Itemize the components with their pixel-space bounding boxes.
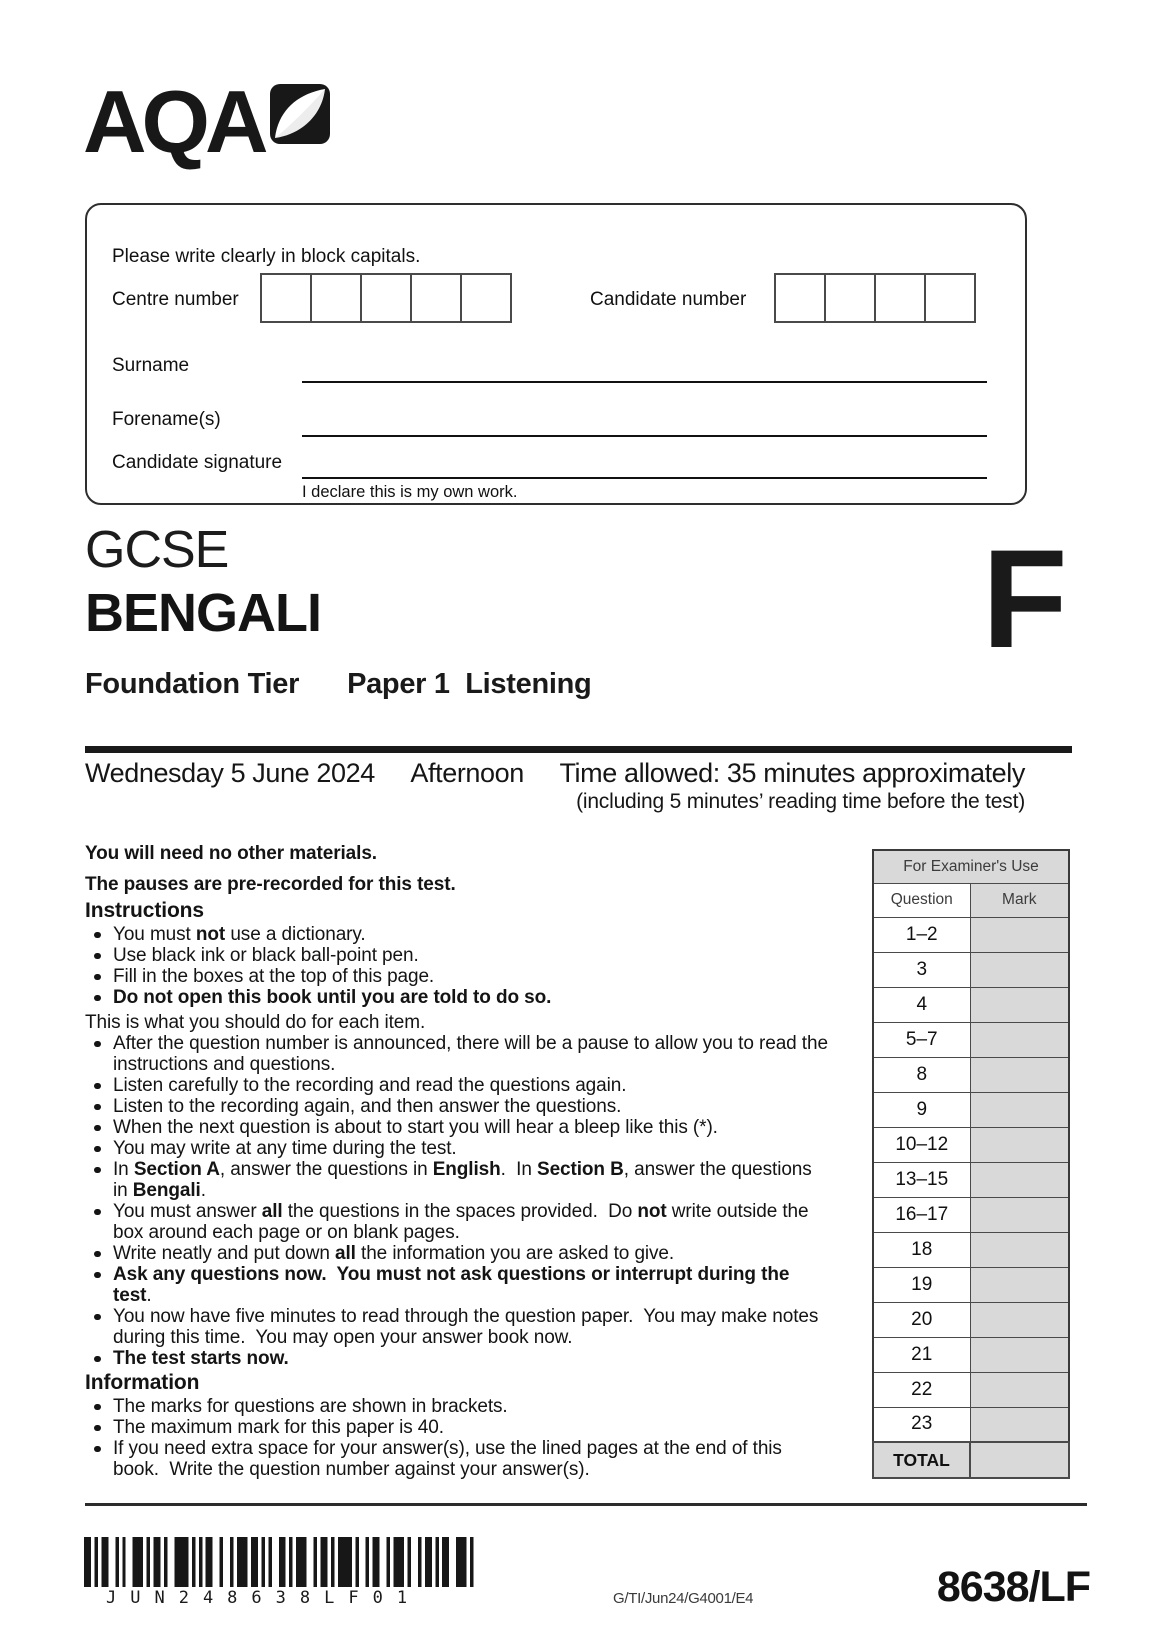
mark-cell[interactable]	[970, 1057, 1069, 1092]
bullet-item: Write neatly and put down all the information you are asked to give.	[85, 1243, 830, 1264]
question-number-cell: 16–17	[873, 1197, 970, 1232]
digit-box[interactable]	[310, 273, 362, 323]
bullet-item: The test starts now.	[85, 1348, 830, 1369]
examiner-row	[873, 1127, 1069, 1162]
bullet-item: You must answer all the questions in the spaces provided. Do not write outside the box around each page or on blank pages.	[85, 1201, 830, 1243]
bullet-item: The maximum mark for this paper is 40.	[85, 1417, 830, 1438]
question-column-header: Question	[873, 883, 970, 917]
digit-box[interactable]	[924, 273, 976, 323]
centre-number-input[interactable]	[260, 273, 512, 323]
examiner-row	[873, 1407, 1069, 1442]
bullet-item: Listen carefully to the recording and read the questions again.	[85, 1075, 830, 1096]
bullet-item: You now have five minutes to read through the question paper. You may make notes during this time. You may open your answer book now.	[85, 1306, 830, 1348]
examiner-row	[873, 1057, 1069, 1092]
examiner-row	[873, 917, 1069, 952]
title-divider-bar	[85, 746, 1072, 753]
digit-box[interactable]	[460, 273, 512, 323]
barcode-text: JUN248638LF01	[106, 1588, 422, 1608]
reading-time-note: (including 5 minutes’ reading time before the test)	[576, 790, 1025, 813]
surname-label: Surname	[112, 355, 190, 376]
tier-paper-line	[85, 668, 591, 701]
digit-box[interactable]	[774, 273, 826, 323]
digit-box[interactable]	[824, 273, 876, 323]
mark-cell[interactable]	[970, 1127, 1069, 1162]
time-allowed: Time allowed: 35 minutes approximately	[559, 758, 1025, 788]
footer-divider-line	[85, 1503, 1087, 1506]
mark-cell[interactable]	[970, 1162, 1069, 1197]
bullet-item: Listen to the recording again, and then answer the questions.	[85, 1096, 830, 1117]
mark-cell[interactable]	[970, 1092, 1069, 1127]
candidate-details-box	[85, 203, 1027, 505]
bullet-item: Ask any questions now. You must not ask questions or interrupt during the test.	[85, 1264, 830, 1306]
per-item-intro: This is what you should do for each item.	[85, 1012, 426, 1033]
mark-cell[interactable]	[970, 987, 1069, 1022]
examiner-table-title-row	[873, 850, 1069, 883]
question-number-cell: 22	[873, 1372, 970, 1407]
mark-cell[interactable]	[970, 1372, 1069, 1407]
question-number-cell: 23	[873, 1407, 970, 1442]
examiner-row	[873, 952, 1069, 987]
examiner-row	[873, 1232, 1069, 1267]
forenames-input-line[interactable]	[302, 435, 987, 437]
question-number-cell: 19	[873, 1267, 970, 1302]
mark-cell[interactable]	[970, 1337, 1069, 1372]
exam-date: Wednesday 5 June 2024	[85, 758, 375, 788]
qualification-title: GCSE	[85, 521, 229, 579]
tier-letter: F	[982, 520, 1068, 677]
total-label-cell: TOTAL	[873, 1442, 970, 1478]
examiner-row	[873, 1022, 1069, 1057]
question-number-cell: 20	[873, 1302, 970, 1337]
bullet-item: Do not open this book until you are told to do so.	[85, 987, 830, 1008]
question-number-cell: 13–15	[873, 1162, 970, 1197]
mark-cell[interactable]	[970, 1022, 1069, 1057]
question-number-cell: 9	[873, 1092, 970, 1127]
examiner-table-title: For Examiner's Use	[873, 850, 1069, 883]
materials-line: You will need no other materials.	[85, 843, 377, 864]
total-mark-cell[interactable]	[970, 1442, 1069, 1478]
candidate-number-input[interactable]	[774, 273, 976, 323]
mark-cell[interactable]	[970, 1302, 1069, 1337]
aqa-leaf-icon	[270, 84, 330, 144]
bullet-item: You may write at any time during the test.	[85, 1138, 830, 1159]
surname-input-line[interactable]	[302, 381, 987, 383]
document-code: G/TI/Jun24/G4001/E4	[613, 1590, 754, 1607]
subject-title: BENGALI	[85, 583, 321, 643]
mark-cell[interactable]	[970, 917, 1069, 952]
aqa-logo-text: AQA	[83, 72, 264, 171]
examiner-row	[873, 1162, 1069, 1197]
bullet-item: If you need extra space for your answer(s), use the lined pages at the end of this book. Write the question number against your answer(s).	[85, 1438, 830, 1480]
information-list	[85, 1396, 830, 1480]
bullet-item: Fill in the boxes at the top of this page.	[85, 966, 830, 987]
digit-box[interactable]	[260, 273, 312, 323]
bullet-item: You must not use a dictionary.	[85, 924, 830, 945]
examiner-row	[873, 1337, 1069, 1372]
total-row	[873, 1442, 1069, 1478]
per-item-instructions-list	[85, 1033, 834, 1369]
examiner-row	[873, 1197, 1069, 1232]
mark-cell[interactable]	[970, 1197, 1069, 1232]
forenames-label: Forename(s)	[112, 409, 221, 430]
tier-label: Foundation Tier	[85, 668, 300, 700]
question-number-cell: 8	[873, 1057, 970, 1092]
candidate-signature-label: Candidate signature	[112, 452, 283, 473]
for-examiners-use-table	[872, 849, 1070, 1479]
aqa-logo	[83, 72, 330, 171]
mark-column-header: Mark	[970, 883, 1069, 917]
candidate-number-label: Candidate number	[590, 289, 747, 310]
instructions-heading: Instructions	[85, 899, 204, 922]
instructions-list	[85, 924, 830, 1008]
mark-cell[interactable]	[970, 1267, 1069, 1302]
digit-box[interactable]	[874, 273, 926, 323]
exam-session: Afternoon	[410, 758, 524, 788]
examiner-row	[873, 1267, 1069, 1302]
question-number-cell: 1–2	[873, 917, 970, 952]
question-number-cell: 21	[873, 1337, 970, 1372]
bullet-item: In Section A, answer the questions in English. In Section B, answer the questions in Bengali.	[85, 1159, 830, 1201]
front-page-rubric	[85, 843, 834, 1480]
examiner-row	[873, 1092, 1069, 1127]
digit-box[interactable]	[410, 273, 462, 323]
paper-reference: 8638/LF	[936, 1563, 1090, 1611]
question-number-cell: 5–7	[873, 1022, 970, 1057]
examiner-table-header-row	[873, 883, 1069, 917]
examiner-row	[873, 987, 1069, 1022]
question-number-cell: 10–12	[873, 1127, 970, 1162]
bullet-item: When the next question is about to start you will hear a bleep like this (*).	[85, 1117, 830, 1138]
block-capitals-note: Please write clearly in block capitals.	[112, 246, 421, 267]
barcode	[84, 1537, 477, 1587]
centre-number-label: Centre number	[112, 289, 239, 310]
bullet-item: Use black ink or black ball-point pen.	[85, 945, 830, 966]
mark-cell[interactable]	[970, 952, 1069, 987]
question-number-cell: 18	[873, 1232, 970, 1267]
signature-input-line[interactable]	[302, 477, 987, 479]
mark-cell[interactable]	[970, 1232, 1069, 1267]
examiner-row	[873, 1302, 1069, 1337]
declaration-text: I declare this is my own work.	[302, 483, 518, 501]
bullet-item: After the question number is announced, there will be a pause to allow you to read the instructions and questions.	[85, 1033, 830, 1075]
question-number-cell: 4	[873, 987, 970, 1022]
information-heading: Information	[85, 1371, 200, 1394]
pauses-line: The pauses are pre-recorded for this test.	[85, 874, 456, 895]
bullet-item: The marks for questions are shown in brackets.	[85, 1396, 830, 1417]
paper-label: Paper 1 Listening	[347, 668, 592, 700]
question-number-cell: 3	[873, 952, 970, 987]
examiner-row	[873, 1372, 1069, 1407]
digit-box[interactable]	[360, 273, 412, 323]
mark-cell[interactable]	[970, 1407, 1069, 1442]
exam-date-line	[85, 758, 1025, 789]
